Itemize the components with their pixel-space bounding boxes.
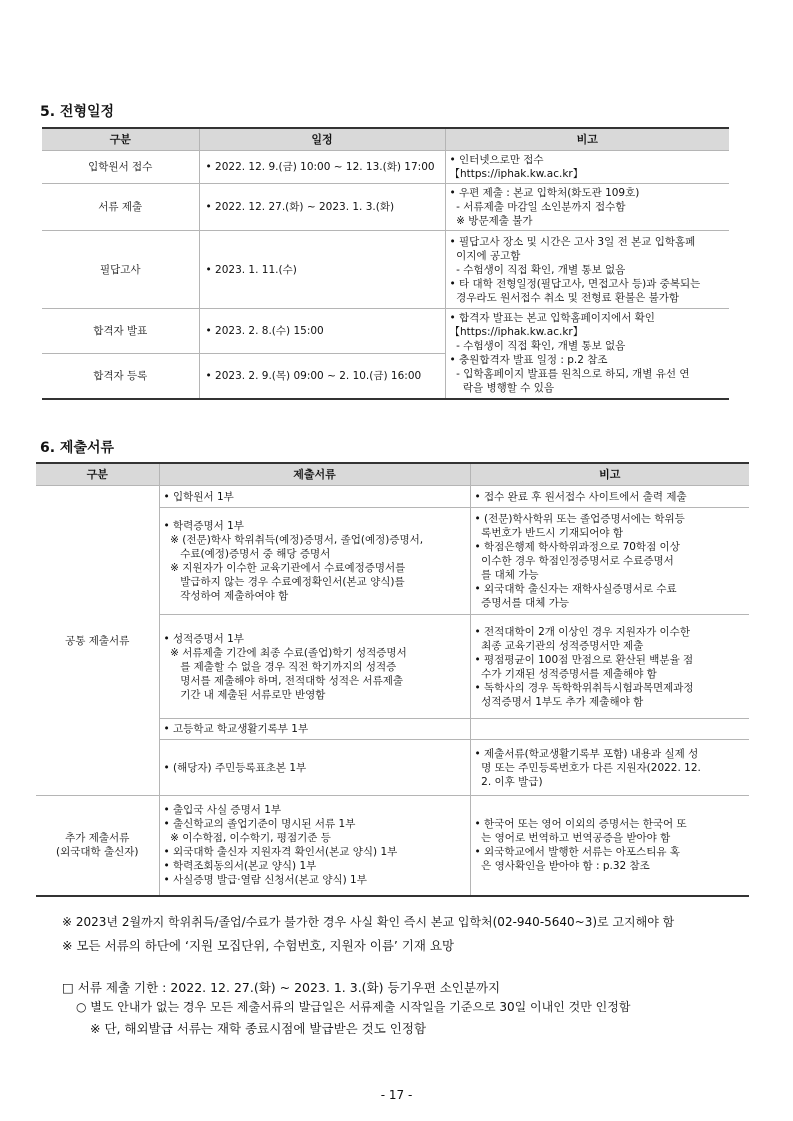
row-label: 서류 제출 <box>42 184 199 231</box>
schedule-table <box>42 127 729 400</box>
row-date: • 2023. 2. 8.(수) 15:00 <box>199 309 445 354</box>
table-row <box>42 309 729 354</box>
row-docs: • 성적증명서 1부 ※ 서류제출 기간에 최종 수료(졸업)학기 성적증명서 를 제출할 수 없을 경우 직전 학기까지의 성적증 명서를 제출해야 하며, 전적대학 성적은 서류제출 기간 내 제출된 서류로만 반영함 <box>159 615 470 719</box>
row-docs: • 학력증명서 1부 ※ (전문)학사 학위취득(예정)증명서, 졸업(예정)증명서, 수료(예정)증명서 중 해당 증명서 ※ 지원자가 이수한 교육기관에서 수료예정증명서를 발급하지 않는 경우 수료예정확인서(본교 양식)를 작성하여 제출하여야 함 <box>159 508 470 615</box>
row-note: • 인터넷으로만 접수 【https://iphak.kw.ac.kr】 <box>445 151 729 184</box>
table-row <box>42 184 729 231</box>
row-note: • (전문)학사학위 또는 졸업증명서에는 학위등 록번호가 반드시 기재되어야 함 • 학점은행제 학사학위과정으로 70학점 이상 이수한 경우 학점인정증명서로 수료증명서 를 대체 가능 • 외국대학 출신자는 재학사실증명서로 수료 증명서를 대체 가능 <box>470 508 749 615</box>
row-note: • 제출서류(학교생활기록부 포함) 내용과 실제 성 명 또는 주민등록번호가 다른 지원자(2022. 12. 2. 이후 발급) <box>470 740 749 796</box>
row-note-empty <box>470 719 749 740</box>
row-docs: • (해당자) 주민등록표초본 1부 <box>159 740 470 796</box>
page-number: - 17 - <box>380 1088 413 1102</box>
table-row <box>42 151 729 184</box>
section6-title: 6. 제출서류 <box>40 440 115 456</box>
table-row <box>42 231 729 309</box>
footnote-graduation: ※ 2023년 2월까지 학위취득/졸업/수료가 불가한 경우 사실 확인 즉시 본교 입학처(02-940-5640~3)로 고지해야 함 <box>62 915 675 929</box>
row-note: • 우편 제출 : 본교 입학처(화도관 109호) - 서류제출 마감일 소인분까지 접수함 ※ 방문제출 불가 <box>445 184 729 231</box>
documents-table <box>36 462 749 897</box>
table-row <box>36 796 749 896</box>
row-note: • 필답고사 장소 및 시간은 고사 3일 전 본교 입학홈페 이지에 공고함 - 수험생이 직접 확인, 개별 통보 없음 • 타 대학 전형일정(필답고사, 면접고사 등)과 중복되는 경우라도 원서접수 취소 및 전형료 환불은 불가함 <box>445 231 729 309</box>
col-header-schedule: 일정 <box>199 128 445 151</box>
col-header-remarks: 비고 <box>470 463 749 486</box>
col-header-documents: 제출서류 <box>159 463 470 486</box>
row-date: • 2022. 12. 27.(화) ~ 2023. 1. 3.(화) <box>199 184 445 231</box>
col-header-category: 구분 <box>36 463 159 486</box>
row-docs: • 고등학교 학교생활기록부 1부 <box>159 719 470 740</box>
extra-docs-label: 추가 제출서류 (외국대학 출신자) <box>36 796 159 896</box>
table-row <box>36 486 749 508</box>
col-header-remarks: 비고 <box>445 128 729 151</box>
row-docs: • 입학원서 1부 <box>159 486 470 508</box>
row-date: • 2023. 1. 11.(수) <box>199 231 445 309</box>
deadline-heading: □ 서류 제출 기한 : 2022. 12. 27.(화) ~ 2023. 1. 3.(화) 등기우편 소인분까지 <box>62 980 501 995</box>
row-note: • 한국어 또는 영어 이외의 증명서는 한국어 또 는 영어로 번역하고 번역공증을 받아야 함 • 외국학교에서 발행한 서류는 아포스티유 혹 은 영사확인을 받아야 함 : p.32 참조 <box>470 796 749 896</box>
row-label: 합격자 발표 <box>42 309 199 354</box>
deadline-subnote-overseas: ※ 단, 해외발급 서류는 재학 종료시점에 발급받은 것도 인정함 <box>90 1021 427 1036</box>
section5-title: 5. 전형일정 <box>40 104 115 120</box>
deadline-subnote-issue-date: ○ 별도 안내가 없는 경우 모든 제출서류의 발급일은 서류제출 시작일을 기준으로 30일 이내인 것만 인정함 <box>76 1000 631 1014</box>
col-header-category: 구분 <box>42 128 199 151</box>
common-docs-label: 공통 제출서류 <box>36 486 159 796</box>
row-note: • 접수 완료 후 원서접수 사이트에서 출력 제출 <box>470 486 749 508</box>
announce-note: • 합격자 발표는 본교 입학홈페이지에서 확인 【https://iphak.kw.ac.kr】 - 수험생이 직접 확인, 개별 통보 없음 • 충원합격자 발표 일정 : p.2 참조 - 입학홈페이지 발표를 원칙으로 하되, 개별 유선 연 락을 병행할 수 있음 <box>445 309 729 399</box>
row-date: • 2022. 12. 9.(금) 10:00 ~ 12. 13.(화) 17:00 <box>199 151 445 184</box>
footnote-labeling: ※ 모든 서류의 하단에 ‘지원 모집단위, 수험번호, 지원자 이름’ 기재 요망 <box>62 938 455 953</box>
row-docs: • 출입국 사실 증명서 1부 • 출신학교의 졸업기준이 명시된 서류 1부 ※ 이수학점, 이수학기, 평점기준 등 • 외국대학 출신자 지원자격 확인서(본교 양식) 1부 • 학력조회동의서(본교 양식) 1부 • 사실증명 발급·열람 신청서(본교 양식) 1부 <box>159 796 470 896</box>
row-label: 필답고사 <box>42 231 199 309</box>
row-label: 합격자 등록 <box>42 354 199 399</box>
row-note: • 전적대학이 2개 이상인 경우 지원자가 이수한 최종 교육기관의 성적증명서만 제출 • 평점평균이 100점 만점으로 환산된 백분율 점 수가 기재된 성적증명서를 제출해야 함 • 독학사의 경우 독학학위취득시험과목면제과정 성적증명서 1부도 추가 제출해야 함 <box>470 615 749 719</box>
row-date: • 2023. 2. 9.(목) 09:00 ~ 2. 10.(금) 16:00 <box>199 354 445 399</box>
row-label: 입학원서 접수 <box>42 151 199 184</box>
